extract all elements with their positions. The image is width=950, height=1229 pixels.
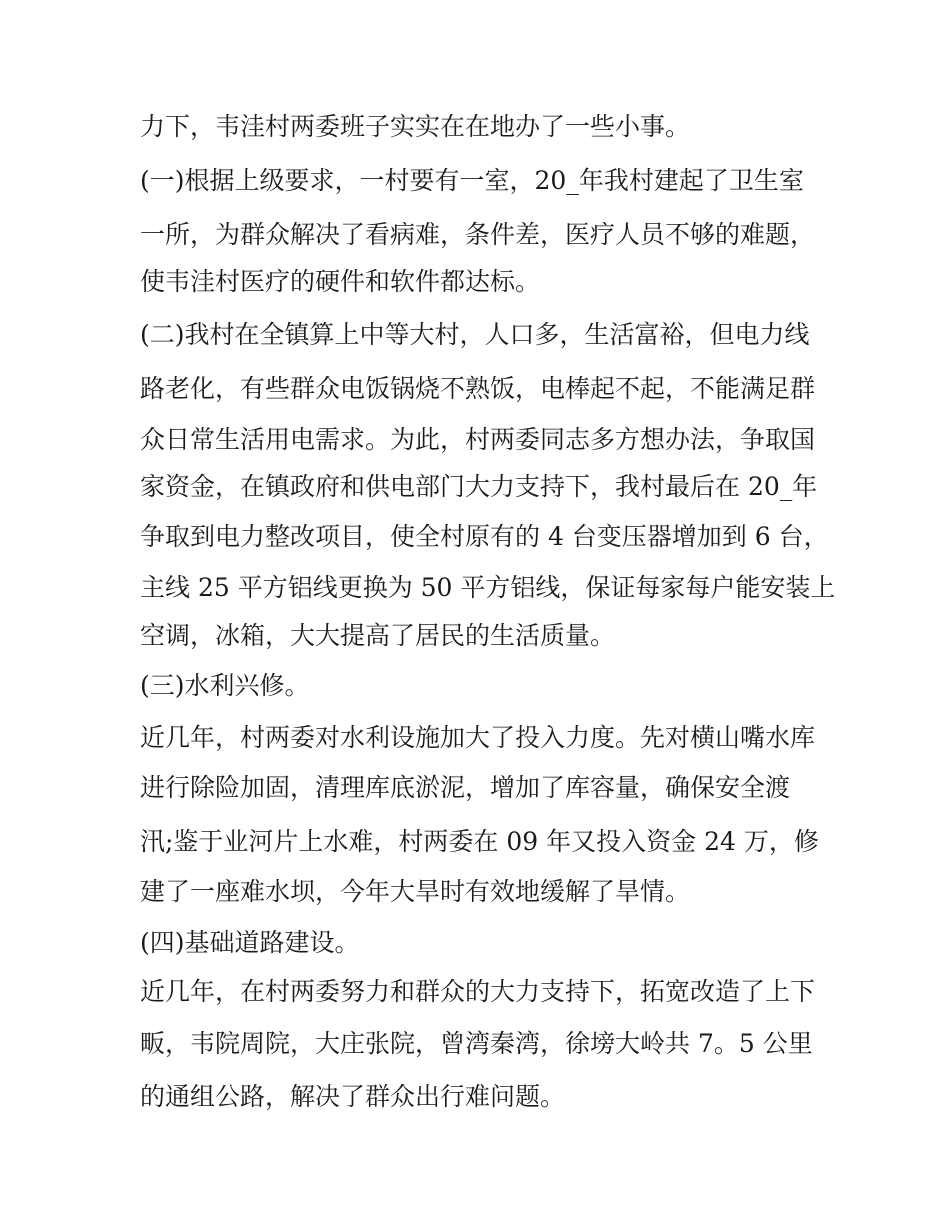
text-line: 的通组公路，解决了群众出行难问题。: [140, 1082, 566, 1111]
text-line: (一)根据上级要求，一村要有一室，20_年我村建起了卫生室: [140, 166, 804, 195]
text-line: 家资金，在镇政府和供电部门大力支持下，我村最后在 20_年: [140, 472, 818, 501]
text-line: (四)基础道路建设。: [140, 928, 360, 957]
text-line: (二)我村在全镇算上中等大村，人口多，生活富裕，但电力线: [140, 320, 810, 349]
text-line: 一所，为群众解决了看病难，条件差，医疗人员不够的难题，: [140, 220, 816, 249]
text-line: 畈，韦院周院，大庄张院，曾湾秦湾，徐塝大岭共 7。5 公里: [140, 1029, 813, 1058]
text-line: 进行除险加固，清理库底淤泥，增加了库容量，确保安全渡: [140, 773, 791, 802]
text-line: 建了一座难水坝，今年大旱时有效地缓解了旱情。: [140, 877, 691, 906]
text-line: 力下，韦洼村两委班子实实在在地办了一些小事。: [140, 112, 691, 141]
text-line: 使韦洼村医疗的硬件和软件都达标。: [140, 267, 541, 296]
text-line: 众日常生活用电需求。为此，村两委同志多方想办法，争取国: [140, 425, 816, 454]
text-line: 近几年，村两委对水利设施加大了投入力度。先对横山嘴水库: [140, 723, 816, 752]
text-line: 主线 25 平方铝线更换为 50 平方铝线，保证每家每户能安装上: [140, 573, 836, 602]
text-line: 路老化，有些群众电饭锅烧不熟饭，电棒起不起，不能满足群: [140, 374, 816, 403]
text-line: 空调，冰箱，大大提高了居民的生活质量。: [140, 621, 616, 650]
text-line: (三)水利兴修。: [140, 671, 310, 700]
text-line: 汛;鉴于业河片上水难，村两委在 09 年又投入资金 24 万，修: [140, 827, 819, 856]
text-line: 近几年，在村两委努力和群众的大力支持下，拓宽改造了上下: [140, 977, 816, 1006]
text-line: 争取到电力整改项目，使全村原有的 4 台变压器增加到 6 台，: [140, 522, 829, 551]
